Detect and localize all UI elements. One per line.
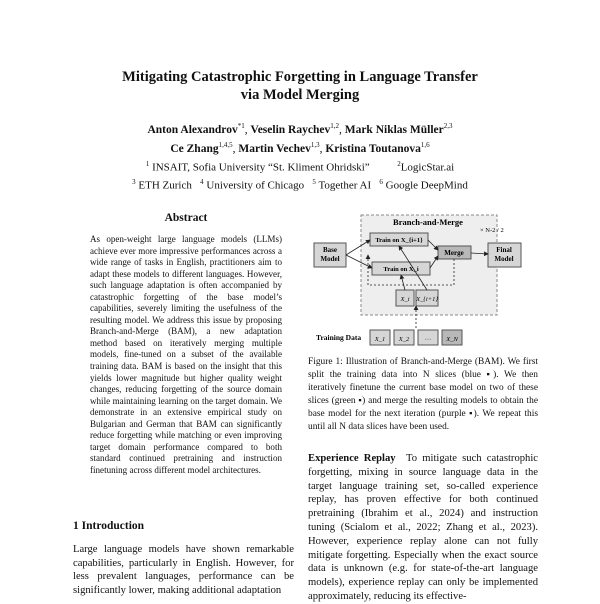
title-line-2: via Model Merging [240, 87, 360, 103]
experience-replay-text: To mitigate such catastrophic forgetting, mixing in source language data in the target language training set, so-called experience replay, has proven effective for both continued pretraining (Ibrahim et al., 2024) and instruction tuning (Scialom et al., 2022; Zhang et al., 2023). However, experience replay alone can not fully mitigate forgetting. Especially when the exact source data is unknown (e.g. for state-of-the-art language models), experience replay can only be implemented approximately, reducing its effective- [308, 453, 538, 602]
affil-sup: 5 [312, 178, 316, 187]
affiliation: ETH Zurich [138, 179, 192, 192]
base-model-label: Model [320, 255, 340, 263]
abstract-heading: Abstract [164, 212, 208, 224]
author-sup: 1,3 [310, 140, 320, 149]
slice-xi-label: X_i [400, 296, 410, 303]
slice-xi1-label: X_{i+1} [416, 296, 438, 303]
author-name: Mark Niklas Müller [344, 123, 444, 136]
multiplier-label: × N-2 / 2 [480, 227, 504, 234]
paper-title [0, 68, 600, 104]
author-sup: 1,4,5 [218, 140, 233, 149]
author-name: Anton Alexandrov [147, 123, 238, 136]
author-name: Martin Vechev [238, 142, 311, 155]
abstract-text: As open-weight large language models (LLMs) achieve ever more impressive performances across a wide range of tasks in English, practitioners aim to adapt these models to different languages. However, such language adaptation is often accompanied by catastrophic forgetting of the base model’s capabilities, severely limiting the usefulness of the resulting model. We address this issue by proposing Branch-and-Merge (BAM), a new adaptation method based on iteratively merging multiple models, fine-tuned on a subset of the available training data. BAM is based on the insight that this yields lower magnitude but higher quality weight changes, reducing forgetting of the source domain while maintaining learning on the target domain. We demonstrate in an extensive empirical study on Bulgarian and German that BAM can significantly reduce forgetting while matching or even improving target domain performance compared to both standard continued pretraining and instruction finetuning across different model architectures. [90, 234, 282, 475]
experience-replay-heading: Experience Replay [308, 453, 396, 464]
affil-sup: 6 [379, 178, 383, 187]
affiliation: LogicStar.ai [400, 161, 455, 174]
author-name: Ce Zhang [170, 142, 219, 155]
base-model-label: Base [323, 246, 337, 254]
author-sup: 2,3 [443, 122, 453, 130]
title-line-1: Mitigating Catastrophic Forgetting in Language Transfer [122, 69, 478, 85]
data-slice-label: X_N [446, 336, 458, 343]
author-name: Kristina Toutanova [325, 142, 421, 155]
affil-sup: 2 [397, 159, 401, 168]
affiliation: Google DeepMind [385, 179, 468, 192]
affil-sup: 1 [145, 159, 150, 168]
author-block [0, 119, 600, 194]
branch-and-merge-figure [308, 210, 538, 350]
train-bottom-label: Train on X_i [383, 266, 419, 273]
introduction-heading: 1 Introduction [73, 520, 145, 532]
merge-label: Merge [444, 249, 464, 257]
affiliation: University of Chicago [206, 179, 305, 192]
authors-line-2: Ce Zhang$^{1,4,5}$, Martin Vechev$^{1,3}$, Kristina Toutanova$^{1,6}$ [170, 140, 430, 155]
author-name: Veselin Raychev [250, 123, 331, 136]
final-model-label: Final [496, 246, 512, 254]
affiliations-line-1 [0, 157, 600, 176]
data-slice-label: ··· [424, 336, 432, 343]
final-model-label: Model [494, 255, 514, 263]
affil-sup: 3 [132, 178, 136, 187]
author-sup: *1 [237, 122, 245, 130]
affiliations-line-2 [0, 175, 600, 194]
figure-caption: Figure 1: Illustration of Branch-and-Merge (BAM). We first split the training data into N slices (blue ▪). We then iteratively finetune the current base model on two of these slices (green ▪) and merge the resulting models to obtain the base model for the next iteration (purple ▪). We repeat this until all N data slices have been used. [308, 357, 538, 433]
affiliation: INSAIT, Sofia University “St. Kliment Ohridski” [152, 161, 370, 174]
introduction-text: Large language models have shown remarkable capabilities, particularly in English. However, for less prevalent languages, performance can be significantly lower, making additional adaptation [73, 544, 294, 596]
training-data-label: Training Data [316, 333, 362, 342]
authors-line-1: Anton Alexandrov$^{*1}$, Veselin Raychev$^{1,2}$, Mark Niklas Müller$^{2,3}$ [147, 122, 453, 136]
train-top-label: Train on X_{i+1} [375, 237, 423, 244]
experience-replay-paragraph [308, 452, 538, 604]
affil-sup: 4 [200, 178, 204, 187]
data-slice-label: X_2 [398, 336, 410, 343]
branch-merge-label: Branch-and-Merge [393, 217, 463, 227]
data-slice-label: X_1 [374, 336, 386, 343]
affiliation: Together AI [318, 179, 372, 192]
author-sup: 1,2 [330, 122, 339, 130]
author-sup: 1,6 [420, 140, 430, 149]
